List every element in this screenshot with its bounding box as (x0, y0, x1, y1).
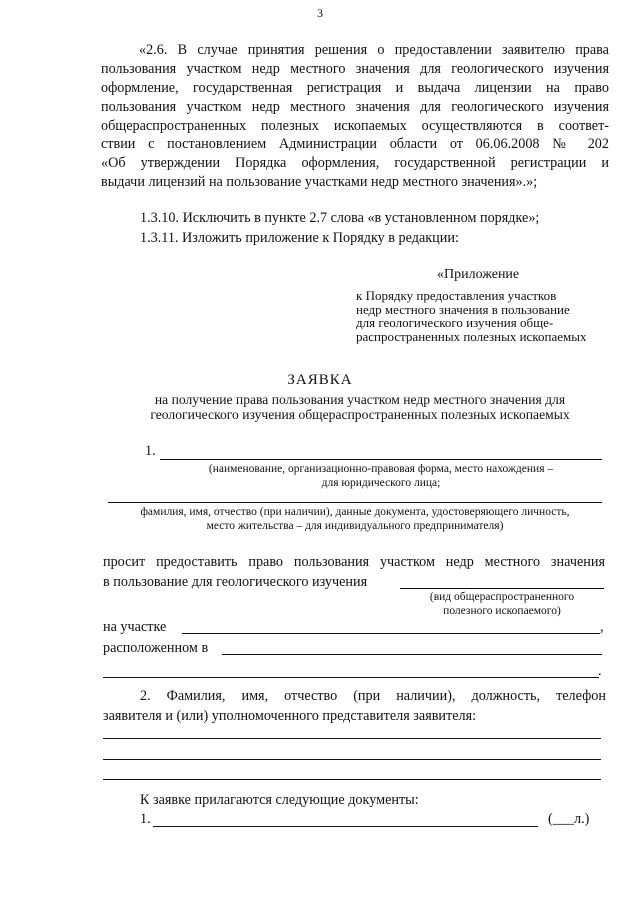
amendment-line: выдачи лицензий на пользование участками недр местного значения».»; (101, 174, 538, 191)
plot-end-comma: , (600, 619, 604, 635)
amendment-line: ствии с постановлением Администрации области от 06.06.2008 № 202 (101, 136, 609, 153)
representative-line-2[interactable] (103, 759, 601, 760)
form-subheading-line: геологического изучения общераспространенных полезных ископаемых (150, 407, 570, 422)
location-end-period: . (598, 663, 602, 679)
request-line-2: в пользование для геологического изучения (103, 574, 368, 590)
form-subheading-line: на получение права пользования участком недр местного значения для (154, 392, 566, 407)
field-1-number: 1. (145, 443, 156, 459)
applicant-name-line[interactable] (160, 459, 602, 460)
applicant-details-line[interactable] (108, 502, 602, 503)
field-2-line-1: 2. Фамилия, имя, отчество (при наличии), должность, телефон (140, 688, 606, 704)
field-2-line-2: заявителя и (или) уполномоченного представителя заявителя: (103, 708, 477, 724)
request-line-1: просит предоставить право пользования участком недр местного значения (103, 554, 605, 570)
attachment-1-line[interactable] (153, 826, 538, 827)
appendix-subtitle-line: к Порядку предоставления участков (356, 288, 557, 303)
hint-line: (наименование, организационно-правовая форма, место нахождения – (208, 463, 554, 475)
item-1-3-10: 1.3.10. Исключить в пункте 2.7 слова «в установленном порядке»; (140, 210, 540, 226)
attachment-1-number: 1. (140, 811, 151, 827)
hint-line: место жительства – для индивидуального предпринимателя) (206, 520, 504, 532)
form-subheading (110, 392, 610, 422)
plot-label: на участке (103, 619, 167, 635)
location-label: расположенном в (103, 640, 209, 656)
hint-line: полезного ископаемого) (443, 605, 561, 617)
appendix-subtitle-line: распространенных полезных ископаемых (356, 328, 587, 344)
page-number: 3 (317, 6, 323, 20)
mineral-type-line[interactable] (400, 588, 604, 589)
appendix-subtitle-line: недр местного значения в пользование (356, 301, 570, 317)
representative-line-3[interactable] (103, 779, 601, 780)
amendment-line: оформление, государственная регистрация и выдача лицензии на право (101, 79, 609, 96)
hint-line: для юридического лица; (321, 477, 441, 489)
hint-legal-entity (160, 462, 602, 490)
hint-line: (вид общераспространенного (429, 591, 575, 603)
location-line[interactable] (222, 654, 602, 655)
appendix-subtitle-line: для геологического изучения обще- (356, 315, 554, 331)
appendix-subtitle (356, 289, 610, 343)
hint-mineral (400, 590, 604, 618)
amendment-line: «Об утверждении Порядка оформления, государственной регистрации и (101, 155, 609, 172)
attachment-1-pages: (___л.) (548, 811, 590, 827)
amendment-paragraph (101, 41, 609, 192)
amendment-line: пользования участком недр местного значения для геологического изучения (101, 60, 609, 77)
representative-line-1[interactable] (103, 738, 601, 739)
item-1-3-11: 1.3.11. Изложить приложение к Порядку в редакции: (140, 230, 459, 246)
form-heading: ЗАЯВКА (287, 372, 353, 388)
hint-entrepreneur (100, 505, 610, 533)
attachments-label: К заявке прилагаются следующие документы: (140, 792, 419, 808)
amendment-line: общераспространенных полезных ископаемых осуществляются в соответ- (101, 117, 609, 134)
amendment-line: «2.6. В случае принятия решения о предоставлении заявителю права (139, 42, 609, 58)
appendix-title: «Приложение (437, 267, 520, 282)
amendment-line: пользования участком недр местного значения для геологического изучения (101, 98, 609, 115)
hint-line: фамилия, имя, отчество (при наличии), данные документа, удостоверяющего личность, (140, 506, 570, 518)
plot-line[interactable] (182, 633, 600, 634)
location-line-2[interactable] (103, 677, 599, 678)
